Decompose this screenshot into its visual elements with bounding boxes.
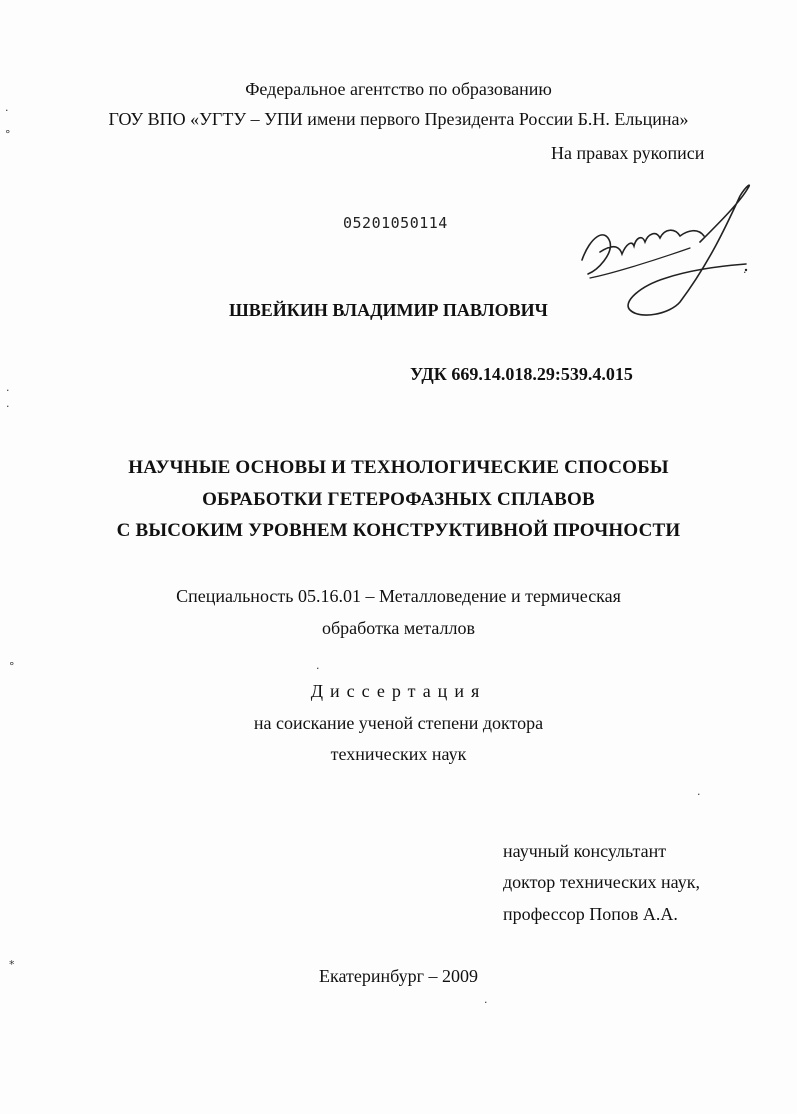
- title-line-1: НАУЧНЫЕ ОСНОВЫ И ТЕХНОЛОГИЧЕСКИЕ СПОСОБЫ: [128, 457, 669, 478]
- dissertation-line-2: технических наук: [330, 744, 467, 764]
- specialty-line-1: Специальность 05.16.01 – Металловедение и термическая: [176, 586, 621, 606]
- consultant-name: профессор Попов А.А.: [503, 904, 678, 924]
- title-line-3: С ВЫСОКИМ УРОВНЕМ КОНСТРУКТИВНОЙ ПРОЧНОСТИ: [116, 520, 681, 541]
- place-year: Екатеринбург – 2009: [319, 966, 478, 986]
- consultant-degree: доктор технических наук,: [503, 872, 700, 892]
- consultant-role: научный консультант: [503, 841, 667, 861]
- scan-speck: ·: [316, 662, 320, 675]
- agency-name: Федеральное агентство по образованию: [245, 79, 552, 99]
- scan-speck: °: [9, 660, 15, 673]
- specialty-line-2: обработка металлов: [322, 618, 475, 638]
- author-name: ШВЕЙКИН ВЛАДИМИР ПАВЛОВИЧ: [229, 300, 548, 320]
- dissertation-line-1: на соискание ученой степени доктора: [253, 713, 544, 733]
- signature-icon: [570, 182, 770, 322]
- scan-speck: ·: [5, 104, 9, 117]
- scan-speck: *: [9, 958, 15, 971]
- scan-speck: °: [5, 128, 11, 141]
- udc-code: УДК 669.14.018.29:539.4.015: [410, 364, 633, 384]
- university-name: ГОУ ВПО «УГТУ – УПИ имени первого Президента России Б.Н. Ельцина»: [108, 109, 689, 129]
- scan-speck: ·: [484, 996, 488, 1009]
- manuscript-rights: На правах рукописи: [551, 143, 705, 163]
- scan-speck: ·: [6, 400, 10, 413]
- dissertation-heading: Диссертация: [310, 681, 487, 701]
- registry-number: 05201050114: [343, 214, 448, 232]
- title-line-2: ОБРАБОТКИ ГЕТЕРОФАЗНЫХ СПЛАВОВ: [202, 489, 595, 510]
- scan-speck: ·: [6, 384, 10, 397]
- scan-speck: ·: [697, 788, 701, 801]
- scan-speck: ·: [743, 266, 747, 279]
